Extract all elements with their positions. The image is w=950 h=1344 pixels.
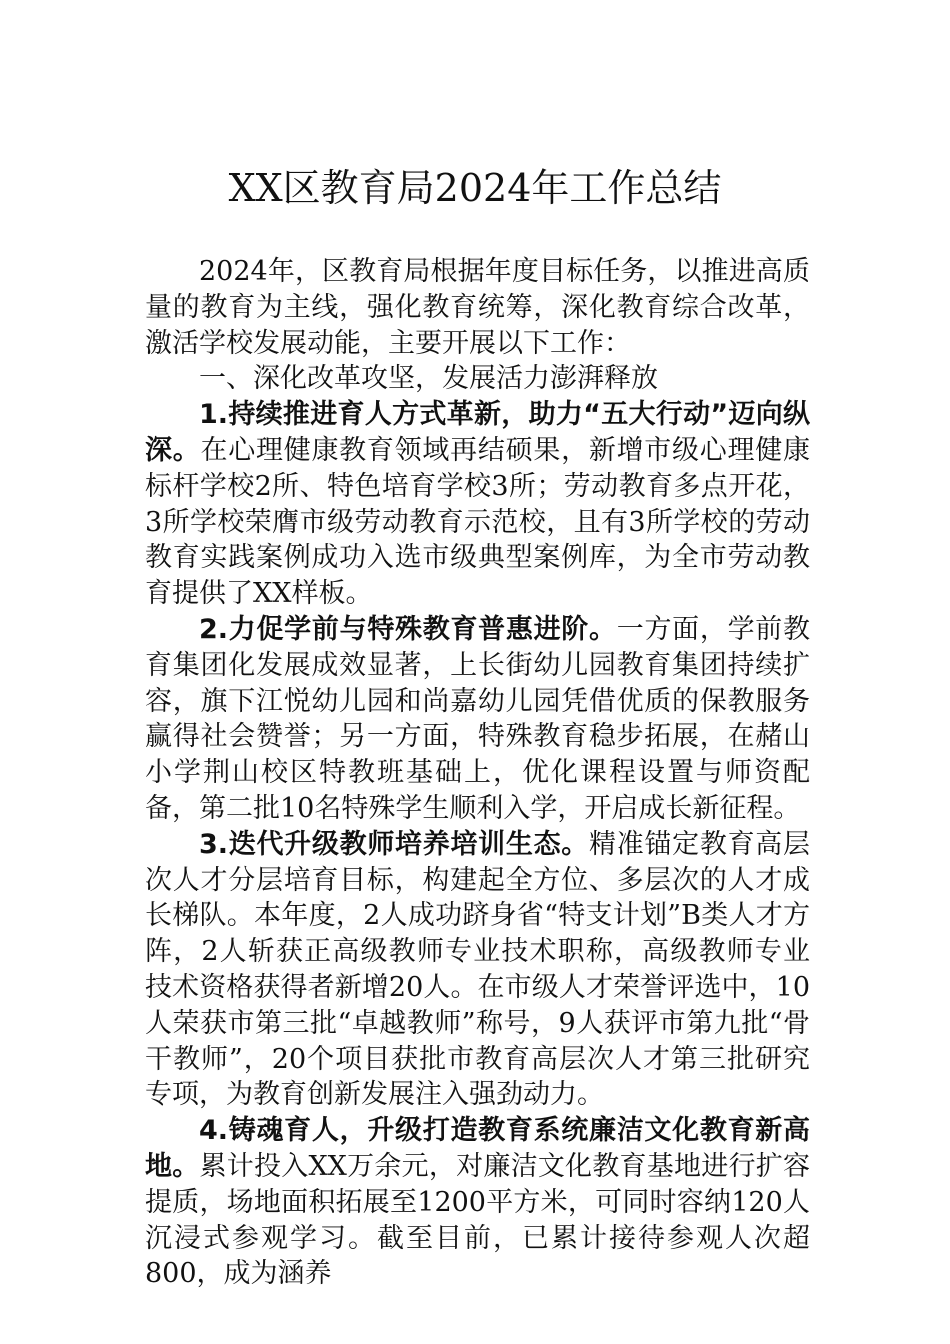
item-paragraph — [145, 827, 810, 1113]
item-heading: 3.迭代升级教师培养培训生态。 — [199, 828, 590, 860]
item-text: 精准锚定教育高层次人才分层培育目标，构建起全方位、多层次的人才成长梯队。本年度，2人成功跻身省“特支计划”B类人才方阵，2人斩获正高级教师专业技术职称，高级教师专业技术资格获得者新增20人。在市级人才荣誉评选中，10人荣获市第三批“卓越教师”称号，9人获评市第九批“骨干教师”，20个项目获批市教育高层次人才第三批研究专项，为教育创新发展注入强劲动力。 — [145, 828, 810, 1111]
item-text: 一方面，学前教育集团化发展成效显著，上长街幼儿园教育集团持续扩容，旗下江悦幼儿园和尚嘉幼儿园凭借优质的保教服务赢得社会赞誉；另一方面，特殊教育稳步拓展，在赭山小学荆山校区特教班基础上，优化课程设置与师资配备，第二批10名特殊学生顺利入学，开启成长新征程。 — [145, 613, 811, 824]
item-paragraph — [145, 612, 810, 827]
document-title: XX区教育局2024年工作总结 — [228, 166, 722, 210]
item-heading: 4.铸魂育人，升级打造教育系统廉洁文化教育新高地。 — [145, 1115, 810, 1182]
item-text: 在心理健康教育领域再结硕果，新增市级心理健康标杆学校2所、特色培育学校3所；劳动教育多点开花，3所学校荣膺市级劳动教育示范校，且有3所学校的劳动教育实践案例成功入选市级典型案例库，为全市劳动教育提供了XX样板。 — [145, 434, 811, 610]
item-heading: 1.持续推进育人方式革新，助力“五大行动”迈向纵深。 — [145, 399, 810, 466]
item-heading: 2.力促学前与特殊教育普惠进阶。 — [199, 613, 617, 645]
item-paragraph — [145, 397, 810, 612]
intro-paragraph: 2024年，区教育局根据年度目标任务，以推进高质量的教育为主线，强化教育统筹，深化教育综合改革，激活学校发展动能，主要开展以下工作： — [145, 256, 810, 359]
item-text: 累计投入XX万余元，对廉洁文化教育基地进行扩容提质，场地面积拓展至1200平方米，可同时容纳120人沉浸式参观学习。截至目前，已累计接待参观人次超800，成为涵养 — [145, 1150, 810, 1290]
item-paragraph — [145, 1113, 810, 1292]
section-heading: 一、深化改革攻坚，发展活力澎湃释放 — [199, 363, 658, 395]
document-body — [145, 254, 810, 1292]
